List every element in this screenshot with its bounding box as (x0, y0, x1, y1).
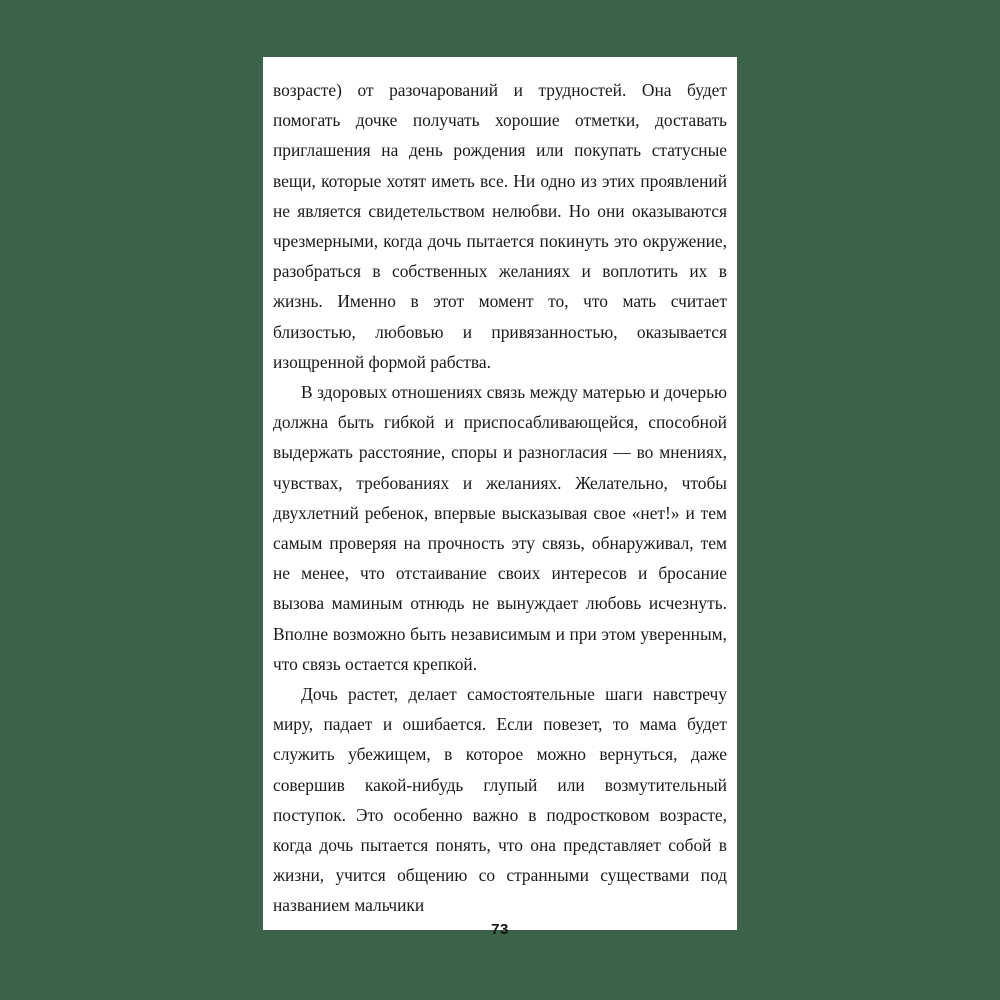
paragraph: возрасте) от разочарований и трудностей. Она будет помогать дочке получать хорошие отметки, доставать приглашения на день рождения или покупать статусные вещи, которые хотят иметь все. Ни одно из этих проявлений не является свидетельством нелюбви. Но они оказываются чрезмерными, когда дочь пытается покинуть это окружение, разобраться в собственных желаниях и воплотить их в жизнь. Именно в этот момент то, что мать считает близостью, любовью и привязанностью, оказывается изощренной формой рабства. (273, 80, 727, 372)
page-text-body (271, 75, 729, 921)
paragraph: В здоровых отношениях связь между матерью и дочерью должна быть гибкой и приспосабливающейся, способной выдержать расстояние, споры и разногласия — во мнениях, чувствах, требованиях и желаниях. Желательно, чтобы двухлетний ребенок, впервые высказывая свое «нет!» и тем самым проверяя на прочность эту связь, обнаруживал, тем не менее, что отстаивание своих интересов и бросание вызова маминым отнюдь не вынуждает любовь исчезнуть. Вполне возможно быть независимым и при этом уверенным, что связь остается крепкой. (273, 382, 727, 674)
paragraph: Дочь растет, делает самостоятельные шаги навстречу миру, падает и ошибается. Если повезет, то мама будет служить убежищем, в которое можно вернуться, даже совершив какой-нибудь глупый или возмутительный поступок. Это особенно важно в подростковом возрасте, когда дочь пытается понять, что она представляет собой в жизни, учится общению со странными существами под названием мальчики (273, 684, 727, 916)
book-page (263, 57, 737, 938)
page-number: 73 (491, 920, 509, 938)
